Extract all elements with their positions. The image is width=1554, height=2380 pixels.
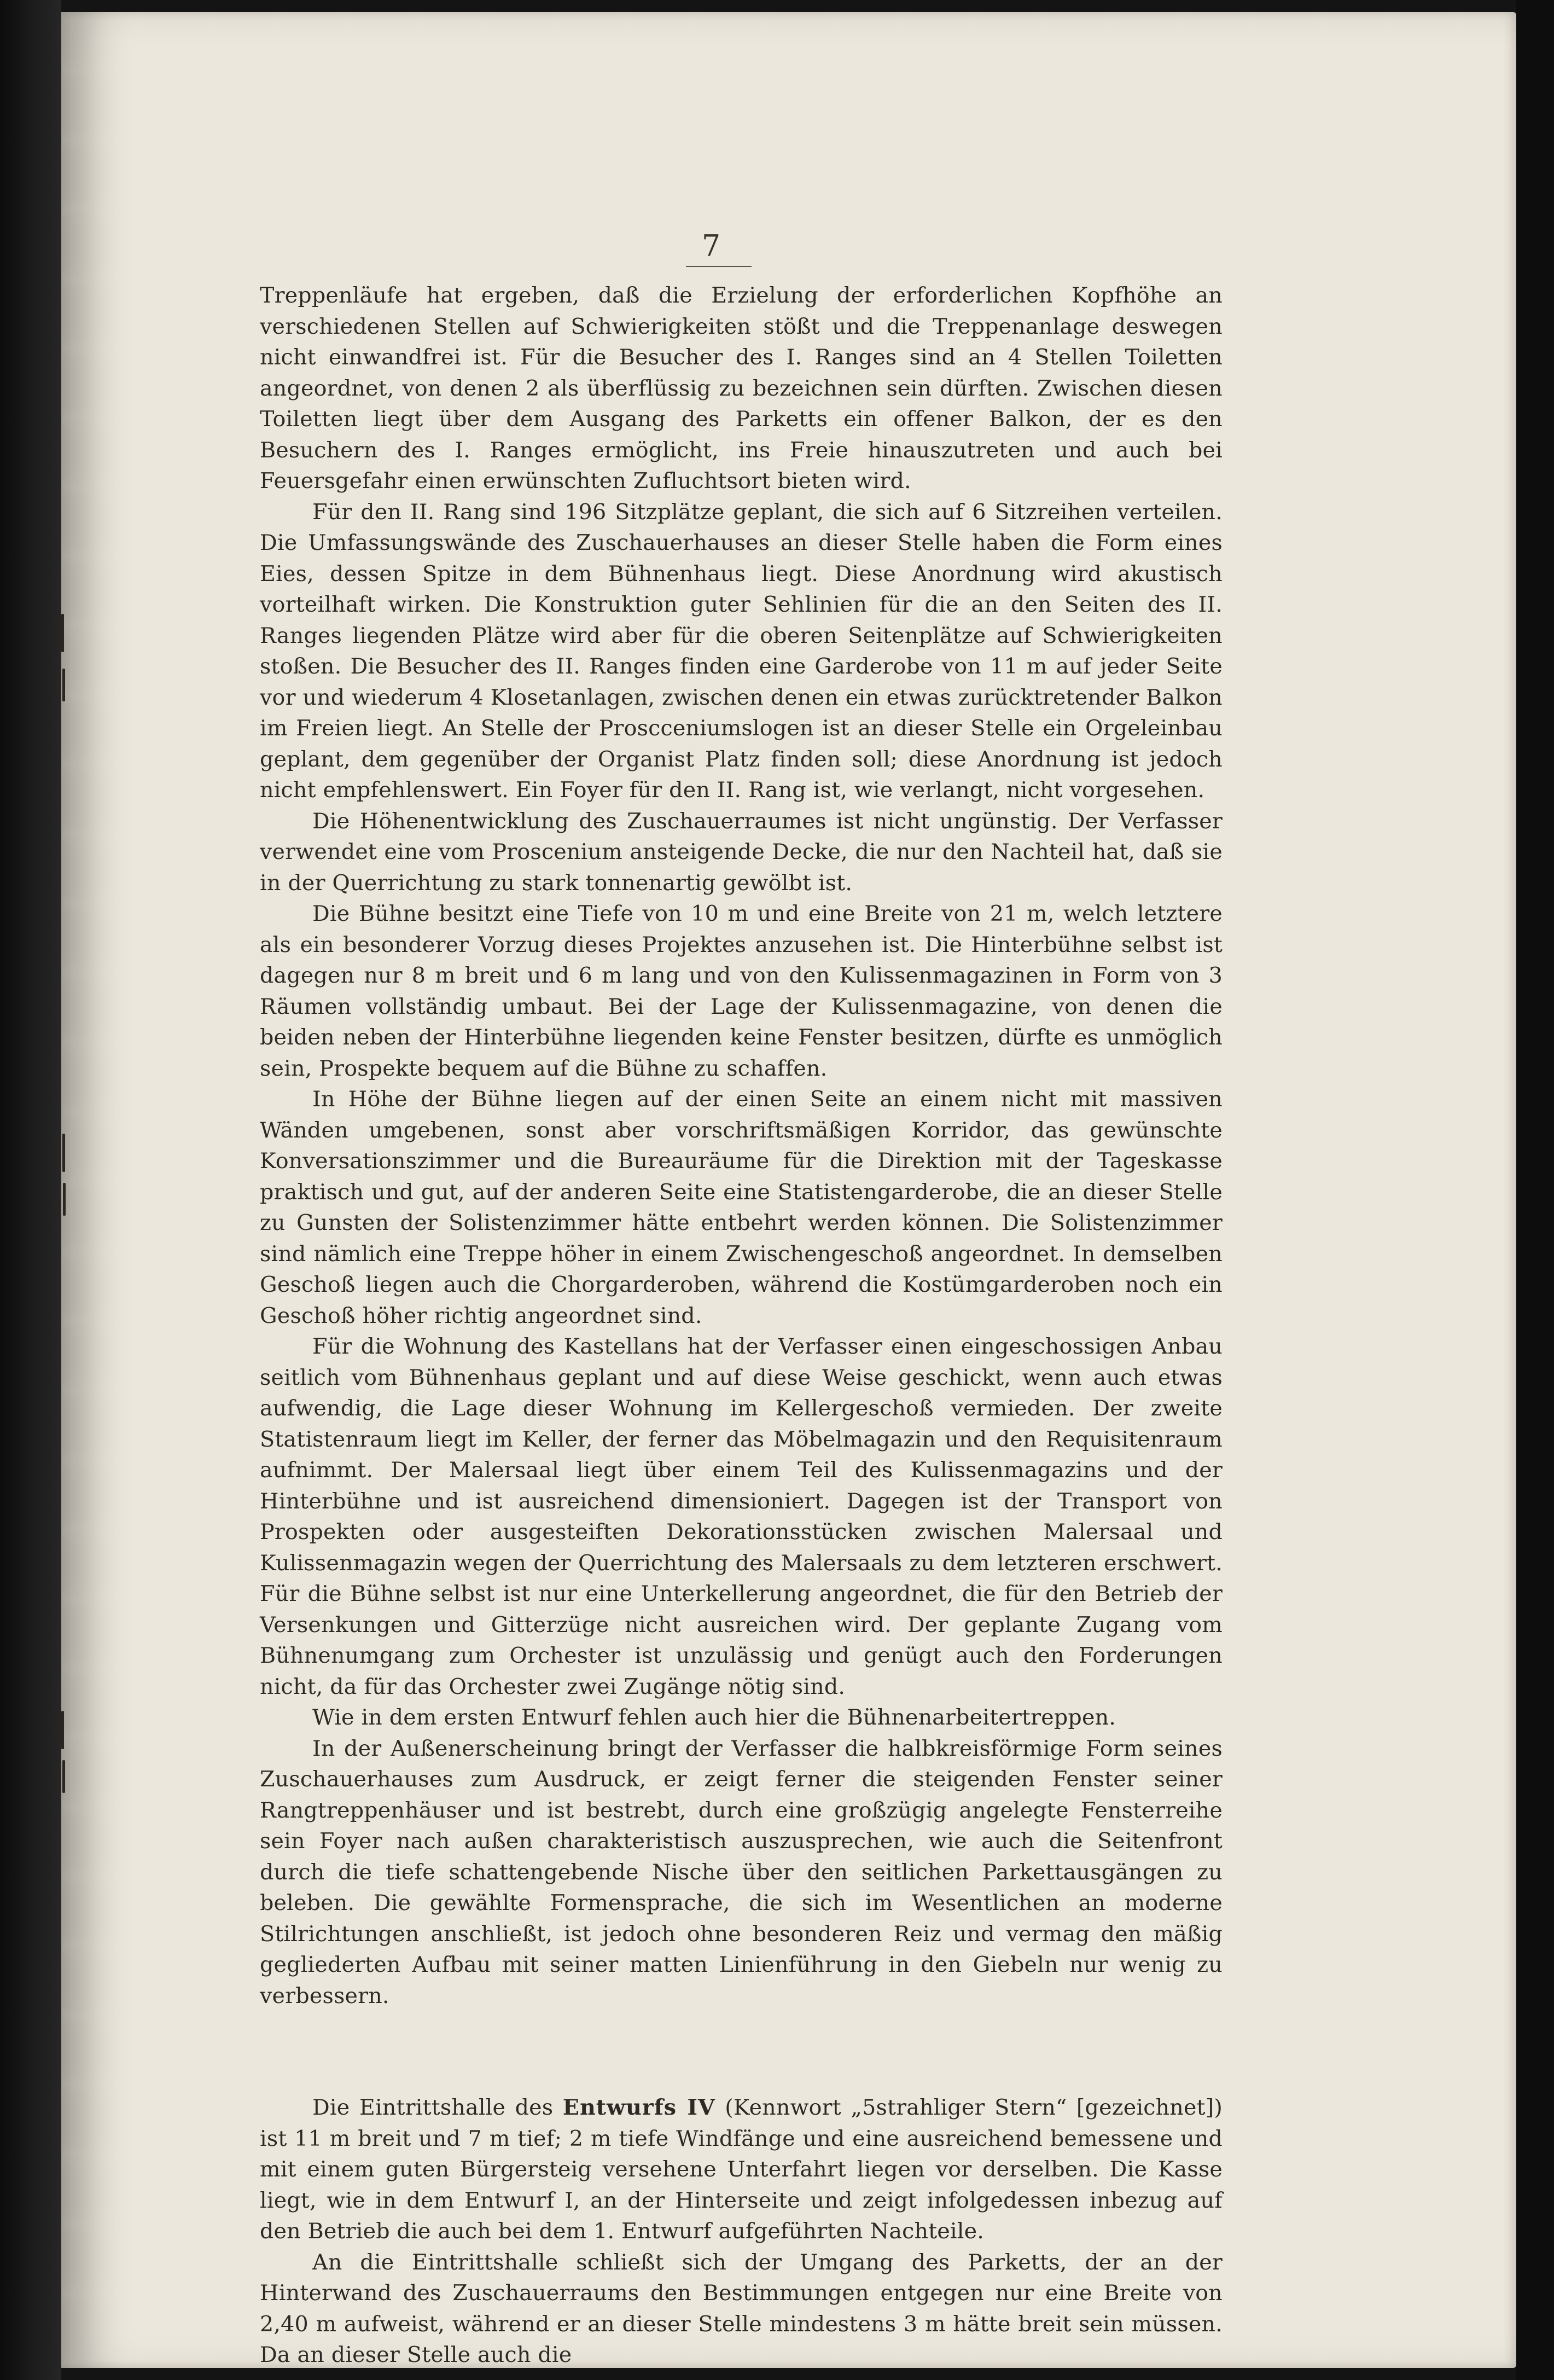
binding-mark — [61, 614, 64, 652]
paragraph: In Höhe der Bühne liegen auf der einen Seite an einem nicht mit massiven Wänden umgebenen, sonst aber vorschriftsmäßigen Korridor, das gewünschte Konversationszimmer und die Bureauräume für die Direktion mit der Tageskasse praktisch und gut, auf der anderen Seite eine Statistengarderobe, die an dieser Stelle zu Gunsten der Solistenzimmer hätte entbehrt werden können. Die Solistenzimmer sind nämlich eine Treppe höher in einem Zwischengeschoß angeordnet. In demselben Geschoß liegen auch die Chorgarderoben, während die Kostümgarderoben noch ein Geschoß höher richtig angeordnet sind. — [260, 1087, 1223, 1328]
page-number: 7 — [701, 229, 721, 263]
paragraph: An die Eintrittshalle schließt sich der Umgang des Parketts, der an der Hinterwand des Zuschauerraums den Bestimmungen entgegen nur eine Breite von 2,40 m aufweist, während er an dieser Stelle mindestens 3 m hätte breit sein müssen. Da an dieser Stelle auch die — [260, 2249, 1223, 2367]
paragraph-text: Die Eintrittshalle des — [312, 2095, 554, 2120]
binding-mark — [62, 669, 65, 701]
paragraph-text: (Kennwort „5strahliger Stern“ [gezeichnet]) ist 11 m breit und 7 m tief; 2 m tiefe Windfänge und eine ausreichend bemessene und mit einem guten Bürgersteig versehene Unterfahrt liegen vor derselben. Die Kasse liegt, wie in dem Entwurf I, an der Hinterseite und zeigt infolgedessen inbezug auf den Betrieb die auch bei dem 1. Entwurf aufgeführten Nachteile. — [260, 2095, 1223, 2244]
binding-mark — [61, 1711, 64, 1749]
paragraph: Die Höhenentwicklung des Zuschauerraumes ist nicht ungünstig. Der Verfasser verwendet eine vom Proscenium ansteigende Decke, die nur den Nachteil hat, daß sie in der Querrichtung zu stark tonnenartig gewölbt ist. — [260, 808, 1223, 896]
background-edge — [1516, 0, 1554, 2380]
paragraph: Treppenläufe hat ergeben, daß die Erzielung der erforderlichen Kopfhöhe an verschiedenen Stellen auf Schwierigkeiten stößt und die Treppenanlage deswegen nicht einwandfrei ist. Für die Besucher des I. Ranges sind an 4 Stellen Toiletten angeordnet, von denen 2 als überflüssig zu bezeichnen sein dürften. Zwischen diesen Toiletten liegt über dem Ausgang des Parketts ein offener Balkon, der es den Besuchern des I. Ranges ermöglicht, ins Freie hinauszutreten und auch bei Feuersgefahr einen erwünschten Zufluchtsort bieten wird. — [260, 283, 1223, 494]
binding-mark — [63, 1183, 66, 1216]
section-gap — [260, 2011, 1223, 2092]
paragraph: In der Außenerscheinung bringt der Verfasser die halbkreisförmige Form seines Zuschauerhauses zum Ausdruck, er zeigt ferner die steigenden Fenster seiner Rangtreppenhäuser und ist bestrebt, durch eine großzügig angelegte Fensterreihe sein Foyer nach außen charakteristisch auszusprechen, wie auch die Seitenfront durch die tiefe schattengebende Nische über den seitlichen Parkettausgängen zu beleben. Die gewählte Formensprache, die sich im Wesentlichen an moderne Stilrichtungen anschließt, ist jedoch ohne besonderen Reiz und vermag den mäßig gegliederten Aufbau mit seiner matten Linienführung in den Giebeln nur wenig zu verbessern. — [260, 1735, 1223, 2009]
body-text — [260, 280, 1223, 2371]
paragraph: Wie in dem ersten Entwurf fehlen auch hier die Bühnenarbeitertreppen. — [312, 1705, 1116, 1730]
binding-mark — [62, 1760, 65, 1793]
paragraph: Für die Wohnung des Kastellans hat der Verfasser einen eingeschossigen Anbau seitlich vom Bühnenhaus geplant und auf diese Weise geschickt, wenn auch etwas aufwendig, die Lage dieser Wohnung im Kellergeschoß vermieden. Der zweite Statistenraum liegt im Keller, der ferner das Möbelmagazin und den Requisitenraum aufnimmt. Der Malersaal liegt über einem Teil des Kulissenmagazins und der Hinterbühne und ist ausreichend dimensioniert. Dagegen ist der Transport von Prospekten oder ausgesteiften Dekorationsstücken zwischen Malersaal und Kulissenmagazin wegen der Querrichtung des Malersaals zu dem letzteren erschwert. Für die Bühne selbst ist nur eine Unterkellerung angeordnet, die für den Betrieb der Versenkungen und Gitterzüge nicht ausreichen wird. Der geplante Zugang vom Bühnenumgang zum Orchester ist unzulässig und genügt auch den Forderungen nicht, da für das Orchester zwei Zugänge nötig sind. — [260, 1334, 1223, 1699]
page-number-rule — [686, 266, 752, 267]
binding-edge — [0, 0, 61, 2380]
entwurf-heading: Entwurfs IV — [562, 2095, 715, 2120]
paragraph — [260, 2092, 1223, 2247]
paragraph: Für den II. Rang sind 196 Sitzplätze geplant, die sich auf 6 Sitzreihen verteilen. Die Umfassungswände des Zuschauerhauses an dieser Stelle haben die Form eines Eies, dessen Spitze in dem Bühnenhaus liegt. Diese Anordnung wird akustisch vorteilhaft wirken. Die Konstruktion guter Sehlinien für die an den Seiten des II. Ranges liegenden Plätze wird aber für die oberen Seitenplätze auf Schwierigkeiten stoßen. Die Besucher des II. Ranges finden eine Garderobe von 11 m auf jeder Seite vor und wiederum 4 Klosetanlagen, zwischen denen ein etwas zurücktretender Balkon im Freien liegt. An Stelle der Proscceniumslogen ist an dieser Stelle ein Orgeleinbau geplant, dem gegenüber der Organist Platz finden soll; diese Anordnung ist jedoch nicht empfehlenswert. Ein Foyer für den II. Rang ist, wie verlangt, nicht vorgesehen. — [260, 499, 1223, 803]
binding-mark — [62, 1134, 65, 1172]
paragraph: Die Bühne besitzt eine Tiefe von 10 m und eine Breite von 21 m, welch letztere als ein besonderer Vorzug dieses Projektes anzusehen ist. Die Hinterbühne selbst ist dagegen nur 8 m breit und 6 m lang und von den Kulissenmagazinen in Form von 3 Räumen vollständig umbaut. Bei der Lage der Kulissenmagazine, von denen die beiden neben der Hinterbühne liegenden keine Fenster besitzen, dürfte es unmöglich sein, Prospekte bequem auf die Bühne zu schaffen. — [260, 901, 1223, 1081]
